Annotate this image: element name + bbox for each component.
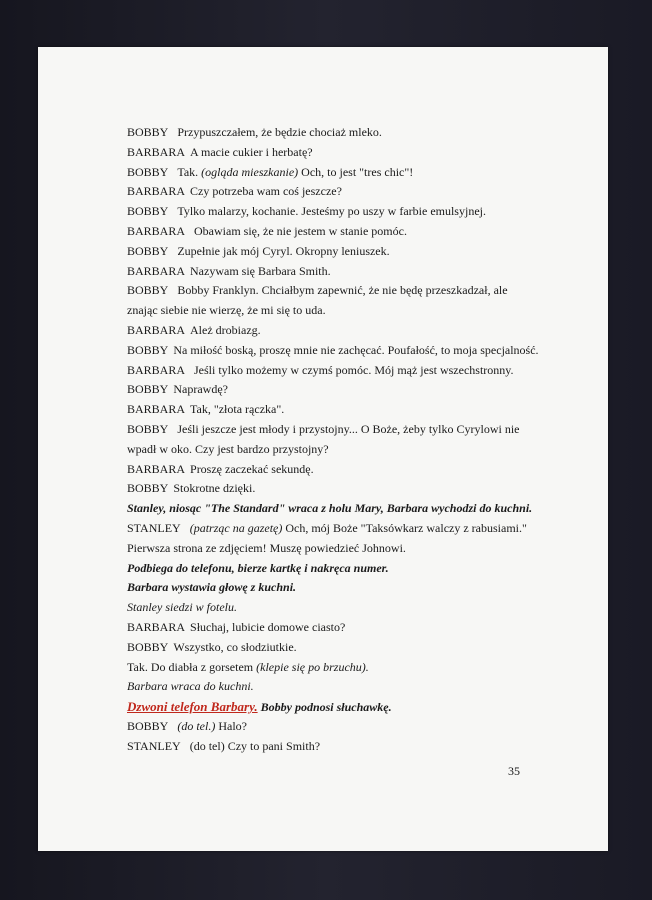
continuation-line: [127, 301, 597, 321]
speaker: BARBARA: [127, 362, 186, 377]
speaker: BOBBY: [127, 639, 169, 654]
line-text: Zupełnie jak mój Cyryl. Okropny leniuszek.: [177, 243, 390, 258]
line-text: Na miłość boską, proszę mnie nie zachęcać. Poufałość, to moja specjalność.: [173, 342, 539, 357]
line-text: Przypuszczałem, że będzie chociaż mleko.: [177, 125, 382, 139]
speaker: BARBARA: [127, 322, 186, 337]
stage-direction: Stanley, niosąc "The Standard" wraca z holu Mary, Barbara wychodzi do kuchni.: [127, 501, 533, 516]
speaker: BARBARA: [127, 263, 186, 278]
line-text: Och, to jest "tres chic"!: [301, 164, 414, 179]
speaker: STANLEY: [127, 520, 181, 535]
dialogue-line: [127, 479, 597, 499]
speaker: BARBARA: [127, 184, 186, 199]
stage-direction: Podbiega do telefonu, bierze kartkę i nakręca numer.: [127, 560, 389, 575]
speaker: BARBARA: [127, 144, 186, 159]
line-text: Tak, "złota rączka".: [190, 402, 285, 417]
stage-direction: (patrząc na gazetę): [189, 520, 283, 535]
speaker: BOBBY: [127, 342, 169, 357]
line-text: Słuchaj, lubicie domowe ciasto?: [190, 619, 346, 634]
speaker: BOBBY: [127, 243, 169, 258]
dialogue-line: [127, 380, 597, 400]
line-text: A macie cukier i herbatę?: [190, 144, 313, 159]
line-text: Wszystko, co słodziutkie.: [173, 639, 297, 654]
dialogue-line: [127, 202, 597, 222]
speaker: BOBBY: [127, 481, 169, 496]
line-text: Naprawdę?: [173, 382, 228, 397]
line-text: (do tel) Czy to pani Smith?: [189, 738, 321, 753]
speaker: BARBARA: [127, 223, 186, 238]
dialogue-line: [127, 717, 597, 737]
speaker: BOBBY: [127, 718, 169, 733]
stage-direction-line: [127, 598, 597, 618]
dialogue-line: [127, 281, 597, 301]
line-text: Bobby Franklyn. Chciałbym zapewnić, że nie będę przeszkadzał, ale: [177, 283, 508, 298]
stage-direction-line: [127, 499, 597, 519]
line-text: Czy potrzeba wam coś jeszcze?: [190, 184, 342, 199]
dialogue-line: [127, 361, 597, 381]
continuation-line: [127, 539, 597, 559]
dialogue-line: [127, 519, 597, 539]
script-text: [127, 123, 597, 757]
line-text: Halo?: [218, 718, 247, 733]
dialogue-line: [127, 420, 597, 440]
speaker: BOBBY: [127, 164, 169, 179]
line-text: Obawiam się, że nie jestem w stanie pomóc.: [194, 223, 407, 238]
speaker: STANLEY: [127, 738, 181, 753]
speaker: BARBARA: [127, 461, 186, 476]
dialogue-line: [127, 321, 597, 341]
line-text: Tak. Do diabła z gorsetem: [127, 659, 254, 674]
stage-direction: (do tel.): [177, 718, 216, 733]
speaker: BOBBY: [127, 382, 169, 397]
stage-direction-line: [127, 697, 597, 717]
page-number: 35: [508, 764, 520, 778]
stage-direction-line: [127, 559, 597, 579]
dialogue-line: [127, 262, 597, 282]
line-text: Och, mój Boże "Taksówkarz walczy z rabusiami.": [285, 520, 527, 535]
continuation-line: [127, 658, 597, 678]
line-text: Ależ drobiazg.: [190, 322, 261, 337]
dialogue-line: [127, 341, 597, 361]
dialogue-line: [127, 618, 597, 638]
stage-direction-line: [127, 677, 597, 697]
stage-direction: Stanley siedzi w fotelu.: [127, 600, 237, 615]
line-text: znając siebie nie wierzę, że mi się to uda.: [127, 303, 326, 318]
dialogue-line: [127, 737, 597, 757]
stage-direction: (klepie się po brzuchu).: [256, 659, 369, 674]
dialogue-line: [127, 123, 597, 143]
stage-direction: Barbara wraca do kuchni.: [127, 679, 254, 694]
line-text: Stokrotne dzięki.: [173, 481, 256, 496]
line-text: Tylko malarzy, kochanie. Jesteśmy po uszy w farbie emulsyjnej.: [177, 204, 486, 219]
line-text: Nazywam się Barbara Smith.: [190, 263, 331, 278]
line-text: Pierwsza strona ze zdjęciem! Muszę powiedzieć Johnowi.: [127, 540, 406, 555]
speaker: BOBBY: [127, 125, 169, 139]
speaker: BOBBY: [127, 421, 169, 436]
line-text: Jeśli jeszcze jest młody i przystojny... O Boże, żeby tylko Cyrylowi nie: [177, 421, 520, 436]
line-text: Tak.: [177, 164, 199, 179]
speaker: BOBBY: [127, 283, 169, 298]
line-text: Proszę zaczekać sekundę.: [190, 461, 314, 476]
dialogue-line: [127, 242, 597, 262]
dialogue-line: [127, 638, 597, 658]
stage-direction: Barbara wystawia głowę z kuchni.: [127, 580, 297, 595]
stage-direction-line: [127, 578, 597, 598]
speaker: BARBARA: [127, 619, 186, 634]
document-page: [38, 47, 608, 851]
dialogue-line: [127, 460, 597, 480]
dialogue-line: [127, 182, 597, 202]
stage-direction: Bobby podnosi słuchawkę.: [260, 700, 392, 715]
dialogue-line: [127, 400, 597, 420]
speaker: BOBBY: [127, 204, 169, 219]
continuation-line: [127, 440, 597, 460]
highlighted-direction: Dzwoni telefon Barbary.: [127, 699, 258, 715]
speaker: BARBARA: [127, 402, 186, 417]
line-text: wpadł w oko. Czy jest bardzo przystojny?: [127, 441, 329, 456]
dialogue-line: [127, 222, 597, 242]
stage-direction: (ogląda mieszkanie): [201, 164, 299, 179]
dialogue-line: [127, 143, 597, 163]
line-text: Jeśli tylko możemy w czymś pomóc. Mój mąż jest wszechstronny.: [194, 362, 514, 377]
dialogue-line: [127, 163, 597, 183]
